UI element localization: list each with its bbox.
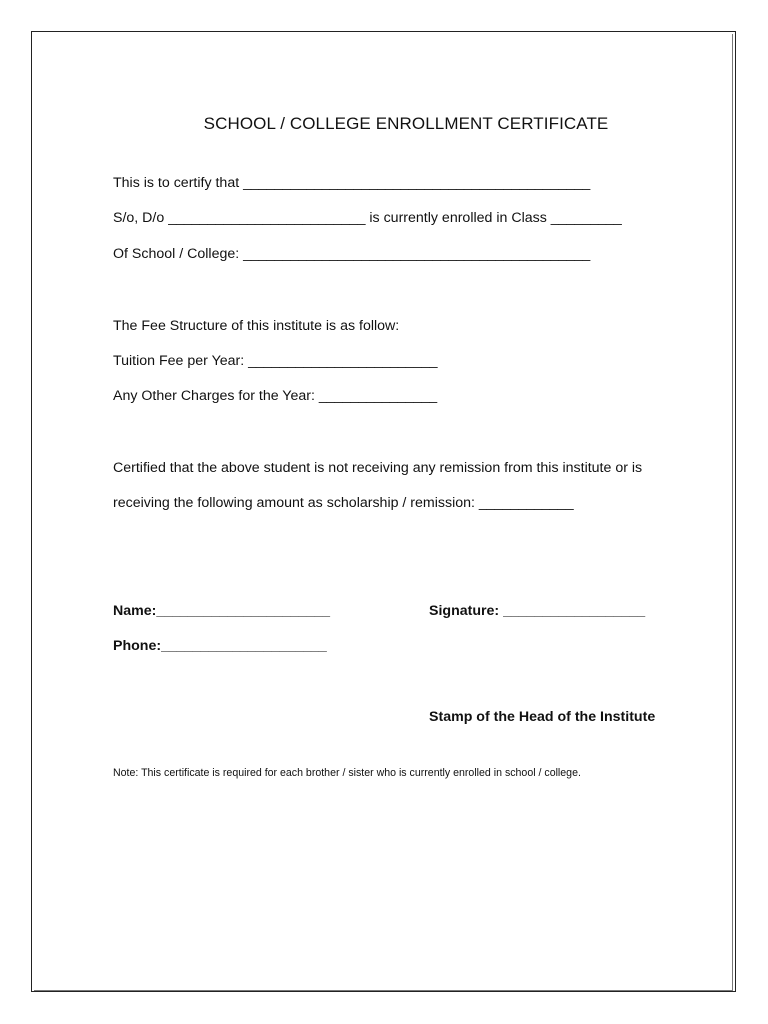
other-charges-line: Any Other Charges for the Year: _______________: [113, 388, 438, 404]
certificate-title: SCHOOL / COLLEGE ENROLLMENT CERTIFICATE: [203, 114, 609, 133]
remission-line-1: Certified that the above student is not receiving any remission from this institute or is: [113, 460, 643, 476]
fee-structure-intro: The Fee Structure of this institute is as follow:: [113, 318, 400, 334]
son-daughter-line: S/o, D/o _________________________ is currently enrolled in Class _________: [113, 210, 622, 226]
school-line: Of School / College: ____________________________________________: [113, 246, 591, 262]
certify-line: This is to certify that ____________________________________________: [113, 175, 591, 191]
certificate-note: Note: This certificate is required for each brother / sister who is currently enrolled in school / college.: [113, 767, 581, 779]
name-line: Name:______________________: [113, 603, 330, 619]
stamp-label: Stamp of the Head of the Institute: [429, 709, 656, 725]
remission-line-2: receiving the following amount as scholarship / remission: ____________: [113, 495, 574, 511]
phone-line: Phone:_____________________: [113, 638, 327, 654]
signature-line: Signature: __________________: [429, 603, 646, 619]
tuition-fee-line: Tuition Fee per Year: ________________________: [113, 353, 438, 369]
